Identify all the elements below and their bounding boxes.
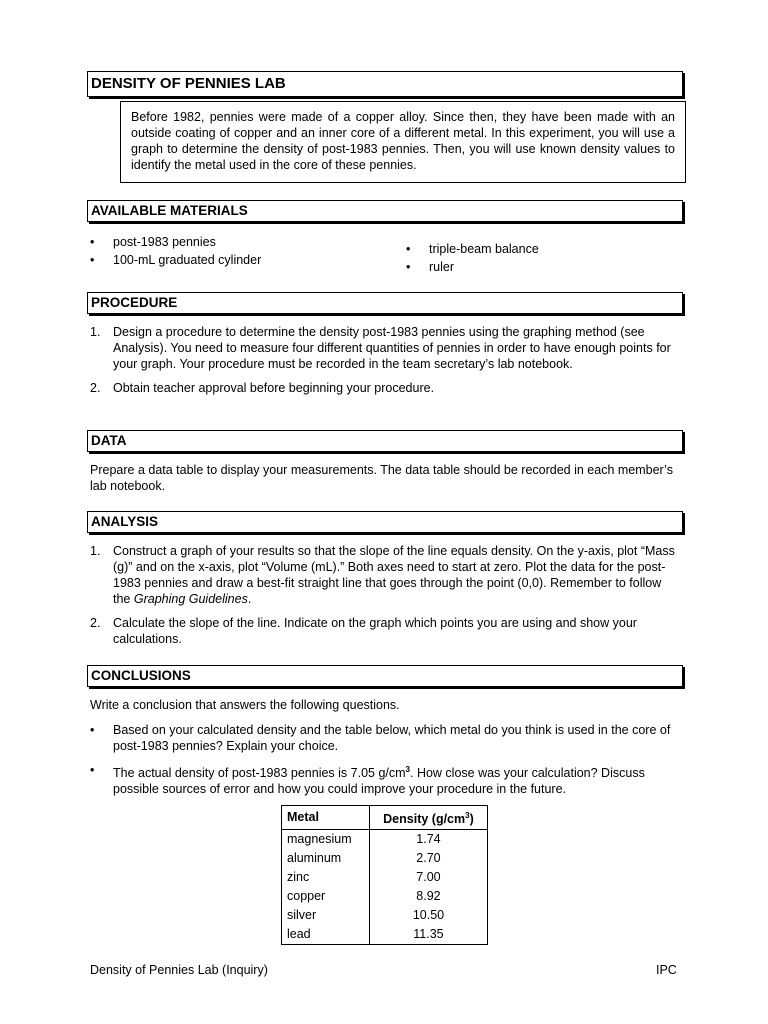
density-cell: 7.00: [369, 868, 487, 887]
metal-cell: aluminum: [282, 849, 370, 868]
data-text: Prepare a data table to display your measurements. The data table should be recorded in each member’s lab notebook.: [90, 463, 673, 493]
density-cell: 2.70: [369, 849, 487, 868]
step-number: 1.: [90, 325, 101, 339]
analysis-step: 1. Construct a graph of your results so that the slope of the line equals density. On the y-axis, plot “Mass (g)” and on the x-axis, plot “Volume (mL).” Both axes need to start at zero. Plot the data for the post-1983 pennies and draw a best-fit straight line that goes through the point (0,0). Remember to follow the Graphing Guidelines.: [90, 544, 675, 606]
graphing-guidelines-ref: Graphing Guidelines: [133, 592, 248, 606]
table-header-row: [282, 806, 488, 830]
step-text: Construct a graph of your results so that the slope of the line equals density. On the y-axis, plot “Mass (g)” and on the x-axis, plot “Volume (mL).” Both axes need to start at zero. Plot the data for the post-1983 pennies and draw a best-fit straight line that goes through the point (0,0). Remember to follow the: [113, 544, 675, 606]
conclusion-question: • Based on your calculated density and the table below, which metal do you think is used in the core of post-1983 pennies? Explain your choice.: [90, 722, 680, 754]
density-table: [281, 805, 488, 945]
materials-right-list: [406, 241, 666, 277]
table-row: [282, 906, 488, 925]
step-text: Design a procedure to determine the density post-1983 pennies using the graphing method (see Analysis). You need to measure four different quantities of pennies in order to have enough points for your graph. Your procedure must be recorded in the team secretary’s lab notebook.: [113, 325, 671, 371]
table-row: [282, 868, 488, 887]
metal-column-header: Metal: [282, 806, 370, 830]
density-column-header: Density $(g/cm^3)$: [369, 806, 487, 830]
step-number: 1.: [90, 544, 101, 558]
materials-heading: AVAILABLE MATERIALS: [87, 200, 683, 222]
procedure-step: [90, 324, 680, 372]
table-row: [282, 887, 488, 906]
intro-box: Before 1982, pennies were made of a copper alloy. Since then, they have been made with an outside coating of copper and an inner core of a different metal. In this experiment, you will use a graph to determine the density of post-1983 pennies. Then, you will use known density values to identify the metal used in the core of these pennies.: [120, 101, 686, 183]
density-cell: 1.74: [369, 830, 487, 850]
page-title: DENSITY OF PENNIES LAB: [87, 71, 683, 97]
step-number: 2.: [90, 381, 101, 395]
procedure-list: [90, 324, 680, 404]
material-item: • post-1983 pennies: [90, 234, 390, 250]
material-item: • 100-mL graduated cylinder: [90, 252, 390, 268]
material-item: • triple-beam balance: [406, 241, 666, 257]
step-number: 2.: [90, 616, 101, 630]
table-row: [282, 925, 488, 945]
density-cell: 10.50: [369, 906, 487, 925]
density-cell: 11.35: [369, 925, 487, 945]
materials-left-list: [90, 234, 390, 270]
footer-right: IPC: [656, 963, 677, 977]
metal-cell: magnesium: [282, 830, 370, 850]
procedure-heading: PROCEDURE: [87, 292, 683, 314]
metal-cell: lead: [282, 925, 370, 945]
metal-cell: silver: [282, 906, 370, 925]
data-heading: DATA: [87, 430, 683, 452]
material-item: • ruler: [406, 259, 666, 275]
conclusions-heading: CONCLUSIONS: [87, 665, 683, 687]
metal-cell: zinc: [282, 868, 370, 887]
density-cell: 8.92: [369, 887, 487, 906]
analysis-step: [90, 615, 680, 647]
analysis-heading: ANALYSIS: [87, 511, 683, 533]
step-text: Obtain teacher approval before beginning your procedure.: [113, 381, 435, 395]
table-row: [282, 849, 488, 868]
conclusion-question: • The actual density of post-1983 pennies is 7.05 $g/cm^3$. How close was your calculation? Discuss possible sources of error and how you could improve your procedure in the future.: [90, 762, 680, 797]
footer-left: Density of Pennies Lab (Inquiry): [90, 963, 268, 977]
metal-cell: copper: [282, 887, 370, 906]
procedure-step: [90, 380, 680, 396]
table-row: [282, 830, 488, 850]
conclusions-lead: Write a conclusion that answers the following questions.: [90, 698, 400, 712]
step-text: Calculate the slope of the line. Indicate on the graph which points you are using and show your calculations.: [113, 616, 637, 646]
analysis-list: [90, 543, 680, 655]
conclusions-list: [90, 722, 680, 805]
